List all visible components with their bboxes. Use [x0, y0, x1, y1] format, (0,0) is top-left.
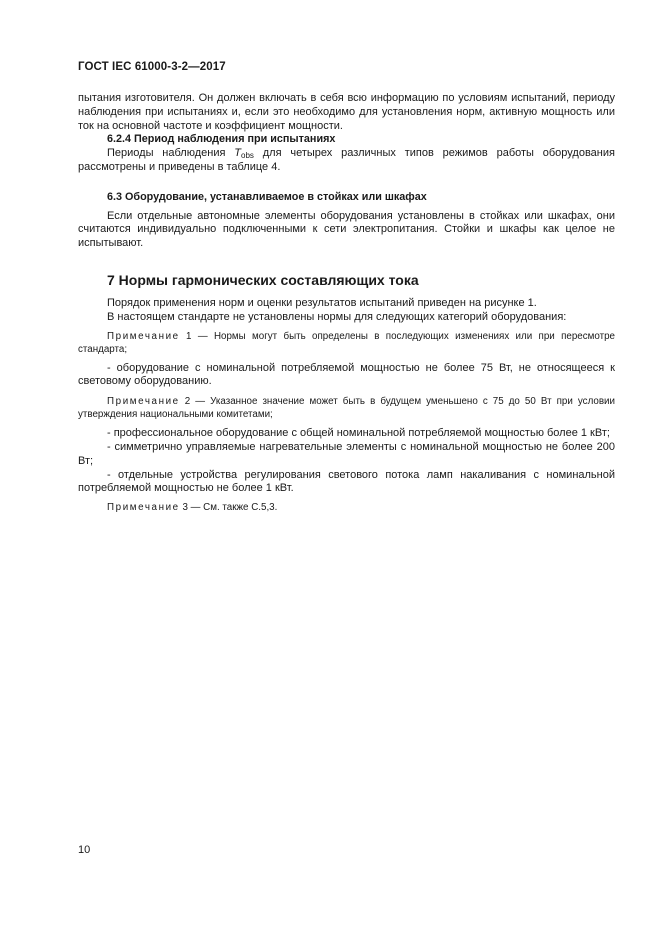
list-item-3: - симметрично управляемые нагревательные элементы с номинальной мощностью не более 200 Вт; — [78, 440, 615, 467]
note-2-text: 2 — Указанное значение может быть в будущем уменьшено с 75 до 50 Вт при условии утверждения национальными комитетами; — [78, 396, 615, 421]
paragraph-intro: пытания изготовителя. Он должен включать в себя всю информацию по условиям испытаний, периоду наблюдения при испытаниях и, если это необходимо для установления норм, активную мощность или ток на основной частоте и коэффициент мощности. — [78, 92, 615, 132]
paragraph-7-1: Порядок применения норм и оценки результатов испытаний приведен на рисунке 1. — [107, 296, 537, 309]
variable-t: T — [234, 147, 241, 160]
note-1-label: Примечание — [107, 330, 180, 342]
note-1-text: 1 — Нормы могут быть определены в последующих изменениях или при пересмотре стандарта; — [78, 330, 615, 355]
note-3-label: Примечание — [107, 502, 180, 514]
list-item-2: - профессиональное оборудование с общей номинальной потребляемой мощностью более 1 кВт; — [107, 427, 610, 440]
note-3-text: 3 — См. также С.5,3. — [179, 502, 278, 514]
paragraph-7-2: В настоящем стандарте не установлены нормы для следующих категорий оборудования: — [107, 310, 567, 323]
paragraph-6-2-4-end: для четырех различных типов режимов работы оборудования рассмотрены и приведены в таблице 4. — [78, 147, 615, 173]
note-2 — [78, 395, 615, 421]
list-item-1: - оборудование с номинальной потребляемой мощностью не более 75 Вт, не относящееся к световому оборудованию. — [78, 361, 615, 388]
list-item-4: - отдельные устройства регулирования светового потока ламп накаливания с номинальной потребляемой мощностью не более 1 кВт. — [78, 468, 615, 495]
heading-7: 7 Нормы гармонических составляющих тока — [107, 271, 419, 288]
paragraph-6-2-4-start: Периоды наблюдения — [107, 147, 235, 160]
note-2-label: Примечание — [107, 396, 180, 408]
note-1 — [78, 330, 615, 356]
heading-6-3: 6.3 Оборудование, устанавливаемое в стойках или шкафах — [107, 190, 427, 203]
heading-6-2-4: 6.2.4 Период наблюдения при испытаниях — [107, 133, 336, 146]
document-header: ГОСТ IEC 61000-3-2—2017 — [78, 61, 226, 73]
variable-t-subscript: obs — [241, 151, 254, 161]
paragraph-6-3: Если отдельные автономные элементы оборудования установлены в стойках или шкафах, они считаются индивидуально подключенными к сети электропитания. Стойки и шкафы как целое не испытывают. — [78, 209, 615, 250]
note-3 — [78, 501, 615, 514]
page-content — [78, 92, 615, 520]
page-number: 10 — [78, 844, 91, 856]
paragraph-6-2-4 — [78, 147, 615, 175]
